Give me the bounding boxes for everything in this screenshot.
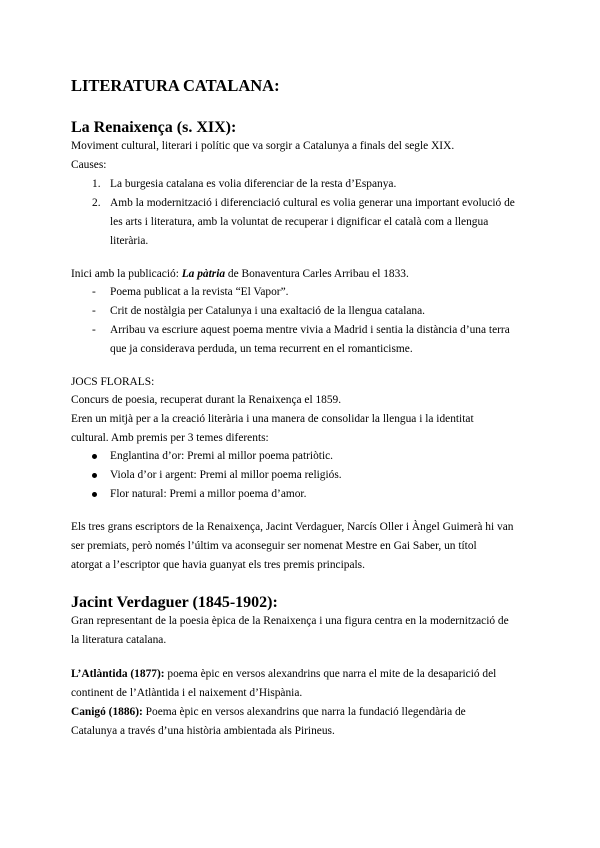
- work-title: L’Atlàntida (1877):: [71, 668, 165, 680]
- work-title: Canigó (1886):: [71, 706, 143, 718]
- dash-item: Arribau va escriure aquest poema mentre vivia a Madrid i sentia la distància d’una terra: [110, 324, 510, 336]
- jocs-text: cultural. Amb premis per 3 temes diferents:: [71, 432, 269, 444]
- writers-text: atorgat a l’escriptor que havia guanyat els tres premis principals.: [71, 559, 365, 571]
- cause-number: 2.: [92, 197, 101, 209]
- dash-bullet: -: [92, 286, 96, 298]
- work-atlantida-cont: continent de l’Atlàntida i el naixement d’Hispània.: [71, 687, 303, 699]
- work-canigo: Canigó (1886): Poema èpic en versos alexandrins que narra la fundació llegendària de: [71, 706, 466, 718]
- cause-number: 1.: [92, 178, 101, 190]
- dash-item: Poema publicat a la revista “El Vapor”.: [110, 286, 289, 298]
- prize-item: Viola d’or i argent: Premi al millor poema religiós.: [110, 469, 342, 481]
- work-atlantida: L’Atlàntida (1877): poema èpic en versos alexandrins que narra el mite de la desaparició del: [71, 668, 497, 680]
- dash-bullet: -: [92, 305, 96, 317]
- writers-text: ser premiats, però només l’últim va aconseguir ser nomenat Mestre en Gai Saber, un títol: [71, 540, 477, 552]
- dash-item: que ja considerava perduda, un tema recurrent en el romanticisme.: [110, 343, 413, 355]
- page-title: LITERATURA CATALANA:: [71, 76, 280, 95]
- renaixenca-definition: Moviment cultural, literari i polític que va sorgir a Catalunya a finals del segle XIX.: [71, 140, 455, 152]
- verdaguer-intro: Gran representant de la poesia èpica de la Renaixença i una figura centra en la modernització de: [71, 615, 509, 627]
- causes-label: Causes:: [71, 159, 107, 171]
- work-canigo-cont: Catalunya a través d’una història ambientada als Pirineus.: [71, 725, 335, 737]
- jocs-heading: JOCS FLORALS:: [71, 376, 155, 388]
- cause-text: les arts i literatura, amb la voluntat de recuperar i dignificar el català com a llengua: [110, 216, 489, 228]
- start-publication: Inici amb la publicació: La pàtria de Bonaventura Carles Arribau el 1833.: [71, 268, 409, 280]
- bullet-icon: [92, 473, 97, 478]
- prize-item: Flor natural: Premi a millor poema d’amor.: [110, 488, 307, 500]
- dash-bullet: -: [92, 324, 96, 336]
- renaixenca-heading: La Renaixença (s. XIX):: [71, 119, 237, 136]
- verdaguer-heading: Jacint Verdaguer (1845-1902):: [71, 594, 278, 611]
- verdaguer-intro: la literatura catalana.: [71, 634, 167, 646]
- jocs-text: Eren un mitjà per a la creació literària i una manera de consolidar la llengua i la identitat: [71, 413, 474, 425]
- prize-item: Englantina d’or: Premi al millor poema patriòtic.: [110, 450, 334, 462]
- jocs-text: Concurs de poesia, recuperat durant la Renaixença el 1859.: [71, 394, 342, 406]
- bullet-icon: [92, 492, 97, 497]
- cause-text: Amb la modernització i diferenciació cultural es volia generar una important evolució de: [110, 197, 515, 209]
- work-title: La pàtria: [181, 268, 226, 280]
- dash-item: Crit de nostàlgia per Catalunya i una exaltació de la llengua catalana.: [110, 305, 426, 317]
- writers-text: Els tres grans escriptors de la Renaixença, Jacint Verdaguer, Narcís Oller i Àngel Guimerà hi van: [71, 521, 514, 533]
- cause-text: La burgesia catalana es volia diferenciar de la resta d’Espanya.: [110, 178, 397, 190]
- cause-text: literària.: [110, 235, 149, 247]
- bullet-icon: [92, 454, 97, 459]
